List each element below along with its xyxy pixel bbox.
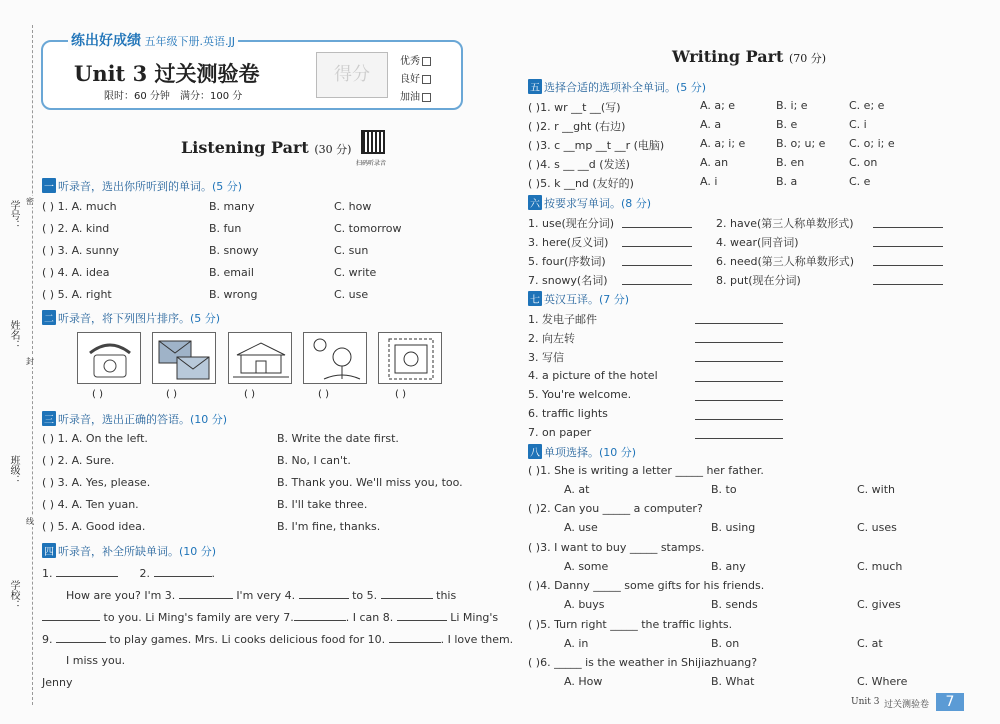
section-1-number: 一 [42,178,56,193]
choice-option-a[interactable]: A. How [564,675,603,688]
choice-option-c[interactable]: C. uses [857,521,897,535]
word-option-b[interactable]: B. a [776,175,798,188]
fill-line-5: I miss you. [66,654,126,667]
choice-question: ( )2. Can you _____ a computer? [528,502,703,516]
choice-option-a[interactable]: A. buys [564,598,605,612]
word-option-a[interactable]: A. a; i; e [700,137,746,150]
section-6-points: (8 分) [621,197,652,210]
section-4-number: 四 [42,543,56,558]
section-7-heading [528,291,629,307]
listening-points: (30 分) [314,143,352,156]
section-8-number: 八 [528,444,542,459]
pic-answer-3[interactable]: ( ) [244,389,255,400]
sun-flower-icon [304,333,368,385]
blank-10[interactable] [389,632,441,643]
translation-item: 1. 发电子邮件 [528,313,597,326]
line-3-part-3: Li Ming's [450,611,499,624]
seal-mark-2: 封 [26,357,34,366]
question-option-a[interactable]: ( ) 3. A. sunny [42,244,120,257]
section-3-heading [42,411,227,427]
side-label-class: 班级： [8,455,19,485]
choice-option-c[interactable]: C. gives [857,598,901,612]
fill-line-2 [66,588,456,602]
question-option-b[interactable]: B. wrong [209,288,258,301]
section-3-title: 听录音，选出正确的答语。 [58,413,190,426]
choice-option-c[interactable]: C. with [857,483,896,496]
response-option-a[interactable]: ( ) 1. A. On the left. [42,432,148,445]
word-question: ( )5. k __nd (友好的) [528,177,634,190]
question-option-a[interactable]: ( ) 5. A. right [42,288,112,301]
side-label-school: 学校： [8,580,19,610]
section-5-heading [528,79,706,95]
blank-2-label: 2. [139,567,150,580]
score-box-label: 得分 [334,64,370,85]
fill-line-4 [42,632,513,646]
translation-item: 7. on paper [528,426,592,440]
word-task: 5. four(序数词) [528,255,606,268]
word-task-answer[interactable] [622,255,692,266]
question-option-b[interactable]: B. many [209,200,255,213]
question-option-b[interactable]: B. fun [209,222,242,235]
seal-mark-3: 线 [26,517,34,526]
section-3-number: 三 [42,411,56,426]
line-2-part-1: How are you? I'm 3. [66,589,176,602]
question-option-c[interactable]: C. use [334,288,369,301]
response-option-b[interactable]: B. No, I can't. [277,454,351,467]
pic-answer-1[interactable]: ( ) [92,389,103,400]
side-label-name: 姓名： [8,320,19,350]
section-6-heading [528,195,651,211]
choice-option-b[interactable]: B. on [711,636,740,650]
line-3-part-1: to you. Li Ming's family are very 7. [103,611,294,624]
question-option-c[interactable]: C. write [334,266,377,279]
choice-option-b[interactable]: B. any [711,559,746,573]
writing-points: (70 分) [788,52,827,65]
fill-line-1 [42,566,215,580]
rating-excellent-checkbox[interactable] [422,57,431,66]
brand: 练出好成绩 [71,33,141,49]
section-2-points: (5 分) [190,312,221,325]
word-task-answer[interactable] [622,274,692,285]
choice-option-b[interactable]: B. to [711,483,737,496]
choice-option-b[interactable]: B. sends [711,598,758,612]
qr-caption: 扫码听录音 [356,160,387,167]
word-option-a[interactable]: A. i [700,175,718,188]
word-task: 7. snowy(名词) [528,274,608,287]
word-question: ( )4. s __ __d (发送) [528,158,630,171]
section-4-heading [42,543,216,559]
writing-title-text: Writing Part [672,47,784,66]
word-task-answer[interactable] [873,217,943,228]
pic-answer-4[interactable]: ( ) [318,389,329,400]
telephone-picture [77,332,141,384]
question-option-a[interactable]: ( ) 1. A. much [42,200,117,213]
choice-question: ( )4. Danny _____ some gifts for his friends. [528,579,765,593]
word-option-c[interactable]: C. e [849,175,871,188]
word-task-answer[interactable] [622,236,692,247]
word-task: 6. need(第三人称单数形式) [716,255,855,268]
choice-option-a[interactable]: A. use [564,521,598,535]
line-3-part-2: . I can 8. [345,611,394,624]
fill-line-3 [42,610,498,624]
translation-item: 2. 向左转 [528,332,575,346]
blank-6[interactable] [42,610,100,621]
response-option-b[interactable]: B. I'm fine, thanks. [277,520,381,533]
envelopes-picture [152,332,216,384]
word-task-answer[interactable] [873,236,943,247]
rating-try: 加油 [400,92,420,103]
rating-list [400,53,431,107]
translation-answer[interactable] [695,332,783,343]
translation-answer[interactable] [695,428,783,439]
question-option-b[interactable]: B. snowy [209,244,259,257]
page-number: 7 [936,693,964,711]
choice-option-c[interactable]: C. much [857,559,903,573]
translation-item: 5. You're welcome. [528,387,632,401]
gate-icon [229,333,293,385]
stamp-icon [379,333,443,385]
translation-answer[interactable] [695,409,783,420]
word-task: 4. wear(同音词) [716,236,799,249]
word-task: 2. have(第三人称单数形式) [716,217,854,230]
word-option-a[interactable]: A. an [700,156,729,169]
listening-title [181,138,351,157]
writing-title [672,47,826,66]
section-5-title: 选择合适的选项补全单词。 [544,81,676,94]
section-4-title: 听录音，补全所缺单词。 [58,545,179,558]
word-question: ( )1. wr __t __(写) [528,101,621,114]
section-2-title: 听录音，将下列图片排序。 [58,312,190,325]
grade-label: 五年级下册.英语.JJ [144,35,235,48]
word-option-b[interactable]: B. i; e [776,99,808,112]
section-1-points: (5 分) [212,180,243,193]
line-2-part-2: I'm very 4. [236,589,296,602]
section-8-heading [528,444,636,460]
question-option-a[interactable]: ( ) 2. A. kind [42,222,110,235]
stamp-picture [378,332,442,384]
word-option-c[interactable]: C. e; e [849,99,885,112]
section-7-title: 英汉互译。 [544,293,599,306]
section-8-title: 单项选择。 [544,446,599,459]
translation-answer[interactable] [695,313,783,324]
question-option-c[interactable]: C. tomorrow [334,222,402,235]
blank-7[interactable] [294,610,346,621]
question-option-c[interactable]: C. sun [334,244,369,257]
header-brand-line [68,30,238,50]
footer-label: 过关测验卷 [884,700,930,710]
word-task-answer[interactable] [873,274,943,285]
section-2-number: 二 [42,310,56,325]
question-option-c[interactable]: C. how [334,200,372,213]
word-option-a[interactable]: A. a [700,118,722,131]
gate-picture [228,332,292,384]
choice-option-a[interactable]: A. at [564,483,590,496]
choice-question: ( )5. Turn right _____ the traffic lights. [528,617,733,631]
rating-excellent: 优秀 [400,56,420,67]
line-4-part-1: to play games. Mrs. Li cooks delicious food for 10. [109,633,386,646]
score-box [316,52,388,98]
envelope-icon [153,333,217,385]
blank-4[interactable] [299,588,349,599]
choice-option-b[interactable]: B. What [711,675,755,688]
blank-2[interactable] [154,566,212,577]
seal-mark-1: 密 [26,197,34,206]
section-7-number: 七 [528,291,542,306]
word-task-answer[interactable] [622,217,692,228]
time-limit: 限时：60 分钟 [104,91,170,102]
word-option-b[interactable]: B. o; u; e [776,137,826,150]
section-1-heading [42,178,242,194]
line-2-part-4: this [436,589,457,602]
word-task: 1. use(现在分词) [528,217,615,230]
section-8-points: (10 分) [599,446,637,459]
blank-8[interactable] [397,610,447,621]
word-task-answer[interactable] [873,255,943,266]
listening-title-text: Listening Part [181,138,309,157]
fill-signature: Jenny [42,676,73,689]
choice-option-a[interactable]: A. some [564,559,609,573]
section-6-number: 六 [528,195,542,210]
section-3-points: (10 分) [190,413,228,426]
translation-answer[interactable] [695,390,783,401]
choice-question: ( )6. _____ is the weather in Shijiazhuang? [528,656,758,669]
footer-unit: Unit 3 [851,697,880,707]
choice-option-b[interactable]: B. using [711,521,756,535]
page-title: Unit 3 过关测验卷 [74,61,260,86]
rating-good-checkbox[interactable] [422,75,431,84]
rating-try-checkbox[interactable] [422,93,431,102]
telephone-icon [78,333,142,385]
word-question: ( )3. c __mp __t __r (电脑) [528,139,665,152]
word-question: ( )2. r __ght (右边) [528,120,626,133]
rating-good: 良好 [400,74,420,85]
section-6-title: 按要求写单词。 [544,197,621,210]
section-4-points: (10 分) [179,545,217,558]
word-task: 8. put(现在分词) [716,274,801,287]
choice-option-c[interactable]: C. Where [857,675,908,688]
section-7-points: (7 分) [599,293,630,306]
blank-1-label: 1. [42,567,53,580]
response-option-a[interactable]: ( ) 3. A. Yes, please. [42,476,151,489]
word-option-b[interactable]: B. e [776,118,798,131]
sun-flower-picture [303,332,367,384]
blank-1[interactable] [56,566,118,577]
translation-item: 4. a picture of the hotel [528,368,658,382]
translation-item: 3. 写信 [528,351,564,365]
choice-question: ( )1. She is writing a letter _____ her father. [528,464,764,477]
section-1-title: 听录音，选出你所听到的单词。 [58,180,212,193]
blank-5[interactable] [381,588,433,599]
response-option-b[interactable]: B. Thank you. We'll miss you, too. [277,476,463,489]
section-5-number: 五 [528,79,542,94]
blank-9-label: 9. [42,633,53,646]
line-4-part-2: . I love them. [440,633,514,646]
word-option-c[interactable]: C. o; i; e [849,137,895,150]
response-option-b[interactable]: B. I'll take three. [277,498,368,511]
word-option-a[interactable]: A. a; e [700,99,736,112]
line-1-end: . [211,567,215,580]
choice-option-c[interactable]: C. at [857,636,883,650]
question-option-b[interactable]: B. email [209,266,254,279]
choice-question: ( )3. I want to buy _____ stamps. [528,540,705,554]
translation-item: 6. traffic lights [528,407,608,420]
word-task: 3. here(反义词) [528,236,609,249]
section-5-points: (5 分) [676,81,707,94]
side-label-id: 学号： [8,200,19,230]
response-option-a[interactable]: ( ) 2. A. Sure. [42,454,115,467]
qr-code-icon[interactable] [361,130,385,154]
word-option-c[interactable]: C. i [849,118,867,131]
blank-9[interactable] [56,632,106,643]
response-option-a[interactable]: ( ) 5. A. Good idea. [42,520,146,533]
question-option-a[interactable]: ( ) 4. A. idea [42,266,110,279]
line-2-part-3: to 5. [352,589,378,602]
word-option-b[interactable]: B. en [776,156,805,169]
pic-answer-5[interactable]: ( ) [395,389,406,400]
blank-3[interactable] [179,588,233,599]
pic-answer-2[interactable]: ( ) [166,389,177,400]
word-option-c[interactable]: C. on [849,156,878,169]
response-option-a[interactable]: ( ) 4. A. Ten yuan. [42,498,139,511]
translation-answer[interactable] [695,351,783,362]
full-score: 满分：100 分 [180,91,243,102]
response-option-b[interactable]: B. Write the date first. [277,432,399,445]
choice-option-a[interactable]: A. in [564,636,589,650]
translation-answer[interactable] [695,371,783,382]
section-2-heading [42,310,220,326]
